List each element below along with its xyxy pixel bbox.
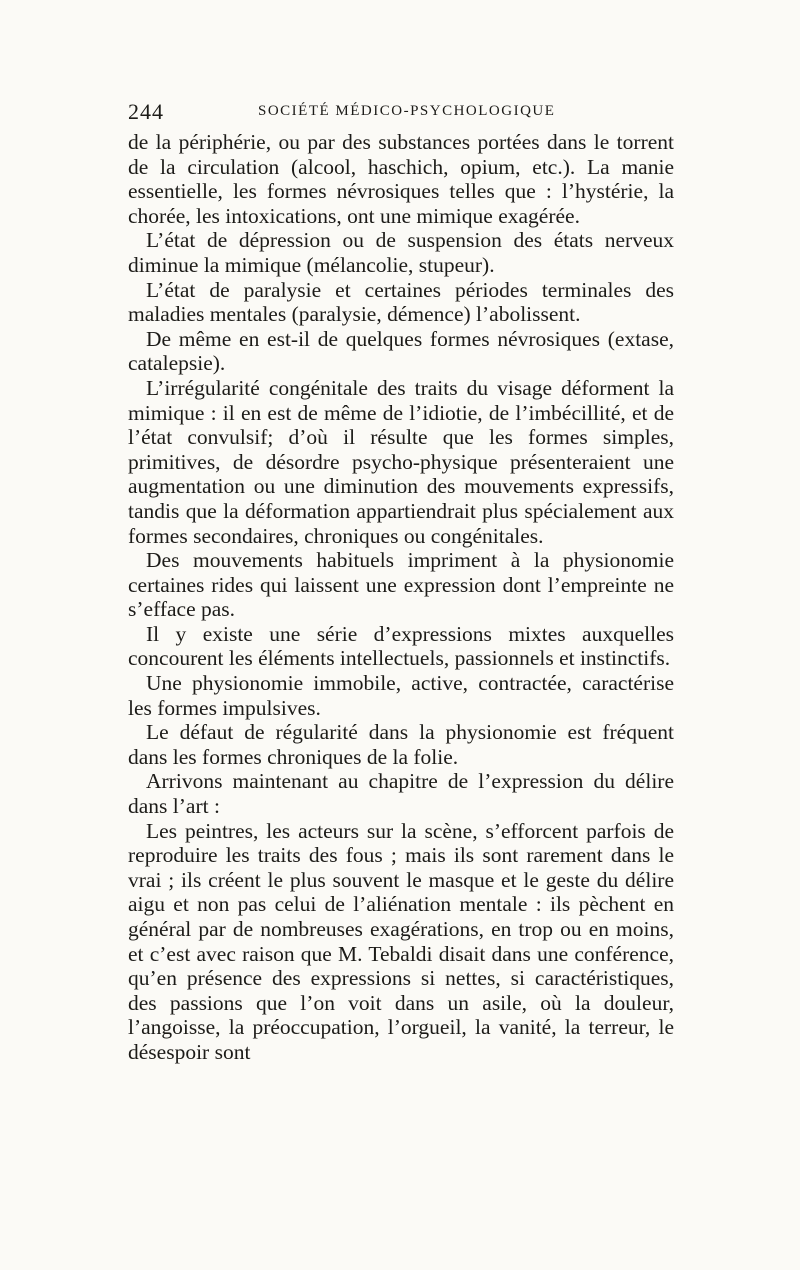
- body-text: [128, 130, 674, 1065]
- paragraph-2: L’état de dépression ou de suspension des états nerveux diminue la mimique (mélancolie, stupeur).: [128, 228, 674, 277]
- paragraph-7: Il y existe une série d’expressions mixtes auxquelles concourent les éléments intellectuels, passionnels et instinctifs.: [128, 621, 674, 671]
- paragraph-4: De même en est-il de quelques formes névrosiques (extase, catalepsie).: [128, 326, 674, 376]
- page-number: 244: [128, 99, 164, 124]
- paragraph-11: Les peintres, les acteurs sur la scène, s’efforcent parfois de reproduire les traits des fous ; mais ils sont rarement dans le vrai ; ils créent le plus souvent le masque et le geste du délire aigu et non pas celui de l’aliénation mentale : ils pèchent en général par de nombreuses exagérations, en trop ou en moins, et c’est avec raison que M. Tebaldi disait dans une conférence, qu’en présence des expressions si nettes, si caractéristiques, des passions que l’on voit dans un asile, où la douleur, l’angoisse, la préoccupation, l’orgueil, la vanité, la terreur, le désespoir sont: [128, 818, 674, 1064]
- paragraph-10: Arrivons maintenant au chapitre de l’expression du délire dans l’art :: [128, 769, 674, 819]
- paragraph-9: Le défaut de régularité dans la physionomie est fréquent dans les formes chroniques de la folie.: [128, 720, 674, 769]
- paragraph-1: de la périphérie, ou par des substances portées dans le torrent de la circulation (alcool, haschich, opium, etc.). La manie essentielle, les formes névrosiques telles que : l’hystérie, la chorée, les intoxications, ont une mimique exagérée.: [128, 130, 674, 228]
- page-header: [128, 99, 674, 125]
- paragraph-6: Des mouvements habituels impriment à la physionomie certaines rides qui laissent une expression dont l’empreinte ne s’efface pas.: [128, 548, 674, 622]
- paragraph-5: L’irrégularité congénitale des traits du visage déforment la mimique : il en est de même de l’idiotie, de l’imbécillité, et de l’état convulsif; d’où il résulte que les formes simples, primitives, de désordre psycho-physique présenteraient une augmentation ou une diminution des mouvements expressifs, tandis que la déformation appartiendrait plus spécialement aux formes secondaires, chroniques ou congénitales.: [128, 375, 674, 548]
- paragraph-3: L’état de paralysie et certaines périodes terminales des maladies mentales (paralysie, démence) l’abolissent.: [128, 277, 674, 327]
- running-head: SOCIÉTÉ MÉDICO-PSYCHOLOGIQUE: [258, 103, 556, 119]
- paragraph-8: Une physionomie immobile, active, contractée, caractérise les formes impulsives.: [128, 671, 674, 720]
